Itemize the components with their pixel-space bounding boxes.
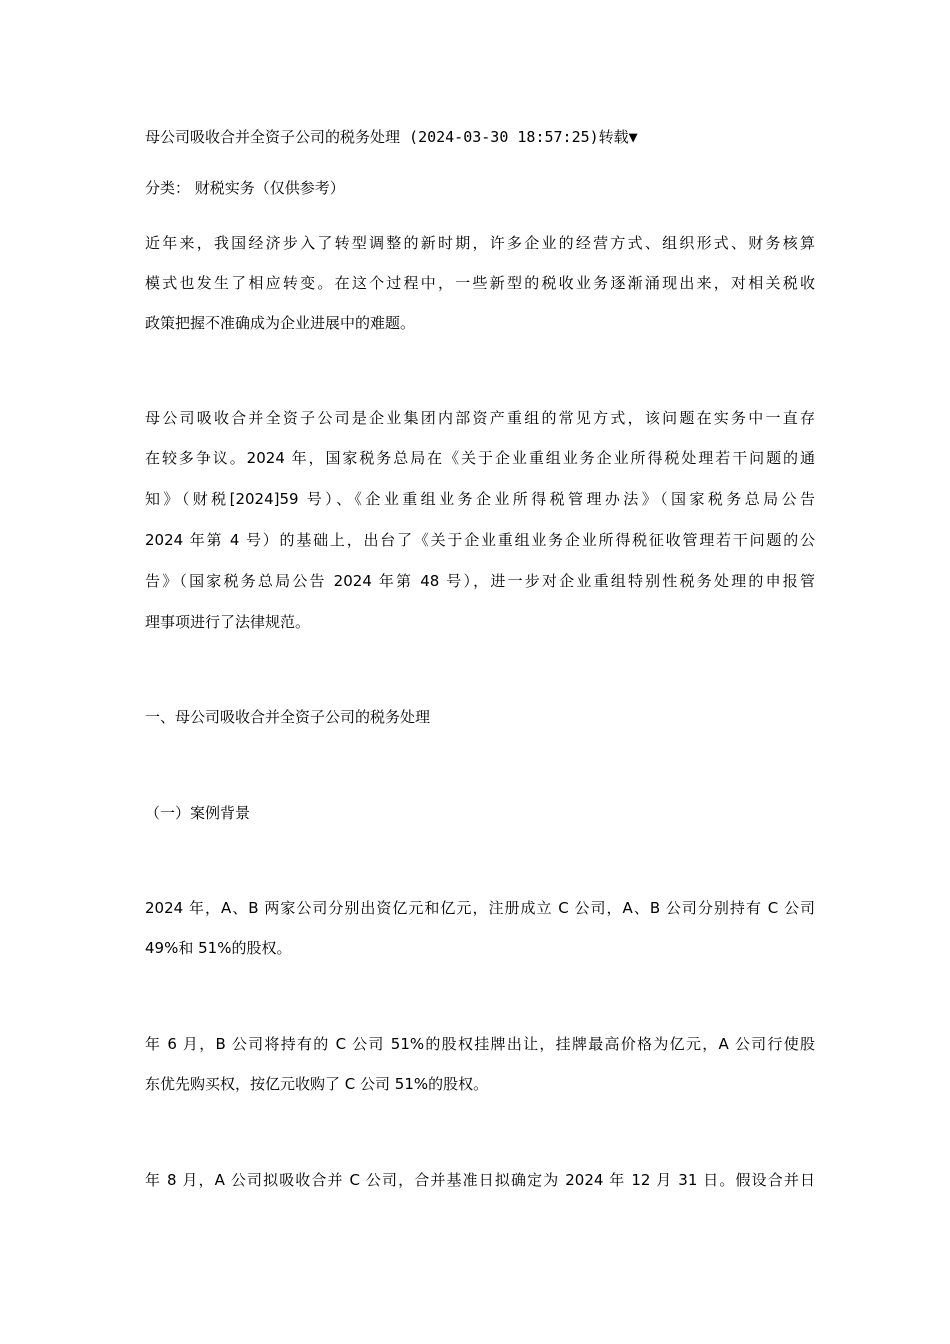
section-heading: 一、母公司吸收合并全资子公司的税务处理 (145, 708, 431, 726)
paragraph-2-line-3: 知》（财税[2024]59 号）、《企业重组业务企业所得税管理办法》（国家税务总局公告 (145, 490, 815, 508)
paragraph-2-line-6: 理事项进行了法律规范。 (145, 613, 311, 631)
paragraph-1-line-2: 模式也发生了相应转变。在这个过程中，一些新型的税收业务逐渐涌现出来，对相关税收 (145, 274, 815, 292)
category-label: 分类： 财税实务（仅供参考） (145, 179, 345, 197)
case-paragraph-1-line-1: 2024 年，A、B 两家公司分别出资亿元和亿元，注册成立 C 公司，A、B 公司分别持有 C 公司 (145, 899, 815, 917)
case-paragraph-2-line-1: 年 6 月，B 公司将持有的 C 公司 51%的股权挂牌出让，挂牌最高价格为亿元，A 公司行使股 (145, 1035, 815, 1053)
subsection-heading: （一）案例背景 (145, 804, 251, 822)
paragraph-2-line-1: 母公司吸收合并全资子公司是企业集团内部资产重组的常见方式，该问题在实务中一直存 (145, 409, 815, 427)
paragraph-2-line-4: 2024 年第 4 号）的基础上，出台了《关于企业重组业务企业所得税征收管理若干问题的公 (145, 531, 815, 549)
paragraph-2-line-2: 在较多争议。2024 年，国家税务总局在《关于企业重组业务企业所得税处理若干问题的通 (145, 449, 815, 467)
paragraph-2-line-5: 告》（国家税务总局公告 2024 年第 48 号），进一步对企业重组特别性税务处理的申报管 (145, 572, 815, 590)
paragraph-1-line-1: 近年来，我国经济步入了转型调整的新时期，许多企业的经营方式、组织形式、财务核算 (145, 234, 815, 252)
case-paragraph-1-line-2: 49%和 51%的股权。 (145, 939, 292, 957)
paragraph-1-line-3: 政策把握不准确成为企业进展中的难题。 (145, 314, 416, 332)
article-title: 母公司吸收合并全资子公司的税务处理 (2024-03-30 18:57:25)转载▼ (145, 128, 638, 146)
case-paragraph-3-line-1: 年 8 月，A 公司拟吸收合并 C 公司，合并基准日拟确定为 2024 年 12 月 31 日。假设合并日 (145, 1171, 815, 1189)
case-paragraph-2-line-2: 东优先购买权，按亿元收购了 C 公司 51%的股权。 (145, 1075, 489, 1093)
